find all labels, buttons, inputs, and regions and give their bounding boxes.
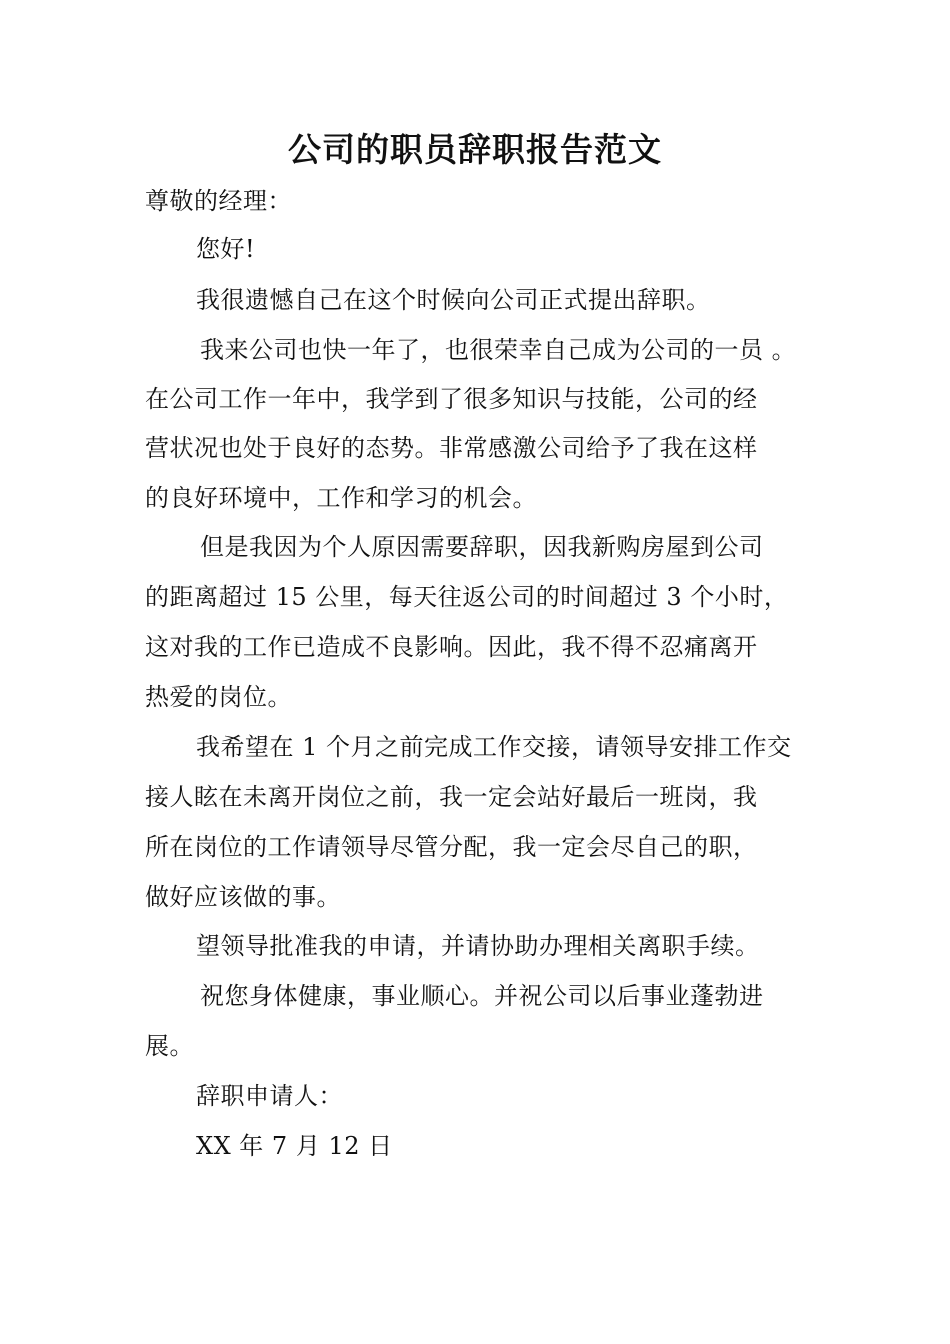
paragraph-4-line: 接人眩在未离开岗位之前，我一定会站好最后一班岗，我 <box>145 783 758 811</box>
signature-label: 辞职申请人： <box>196 1082 343 1110</box>
paragraph-3-line: 热爱的岗位。 <box>145 683 292 711</box>
paragraph-2-line: 营状况也处于良好的态势。非常感激公司给予了我在这样 <box>145 434 758 462</box>
paragraph-3-line: 这对我的工作已造成不良影响。因此，我不得不忍痛离开 <box>145 633 758 661</box>
paragraph-2-line: 我来公司也快一年了，也很荣幸自己成为公司的一员 。 <box>200 336 797 364</box>
paragraph-1: 我很遗憾自己在这个时候向公司正式提出辞职。 <box>196 286 711 314</box>
paragraph-2-line: 的良好环境中，工作和学习的机会。 <box>145 484 537 512</box>
greeting: 您好! <box>196 235 256 263</box>
paragraph-6-line: 祝您身体健康，事业顺心。并祝公司以后事业蓬勃进 <box>200 982 764 1010</box>
paragraph-3-line: 的距离超过 15 公里，每天往返公司的时间超过 3 个小时， <box>145 583 789 611</box>
paragraph-4-line: 做好应该做的事。 <box>145 883 341 911</box>
paragraph-6-line: 展。 <box>145 1032 194 1060</box>
paragraph-3-line: 但是我因为个人原因需要辞职，因我新购房屋到公司 <box>200 533 764 561</box>
document-title: 公司的职员辞职报告范文 <box>288 130 662 169</box>
paragraph-4-line: 我希望在 1 个月之前完成工作交接，请领导安排工作交 <box>196 733 792 761</box>
paragraph-5: 望领导批准我的申请，并请协助办理相关离职手续。 <box>196 932 760 960</box>
paragraph-2-line: 在公司工作一年中，我学到了很多知识与技能，公司的经 <box>145 385 758 413</box>
date: XX 年 7 月 12 日 <box>196 1132 393 1160</box>
salutation: 尊敬的经理： <box>145 187 292 215</box>
paragraph-4-line: 所在岗位的工作请领导尽管分配，我一定会尽自己的职， <box>145 833 758 861</box>
